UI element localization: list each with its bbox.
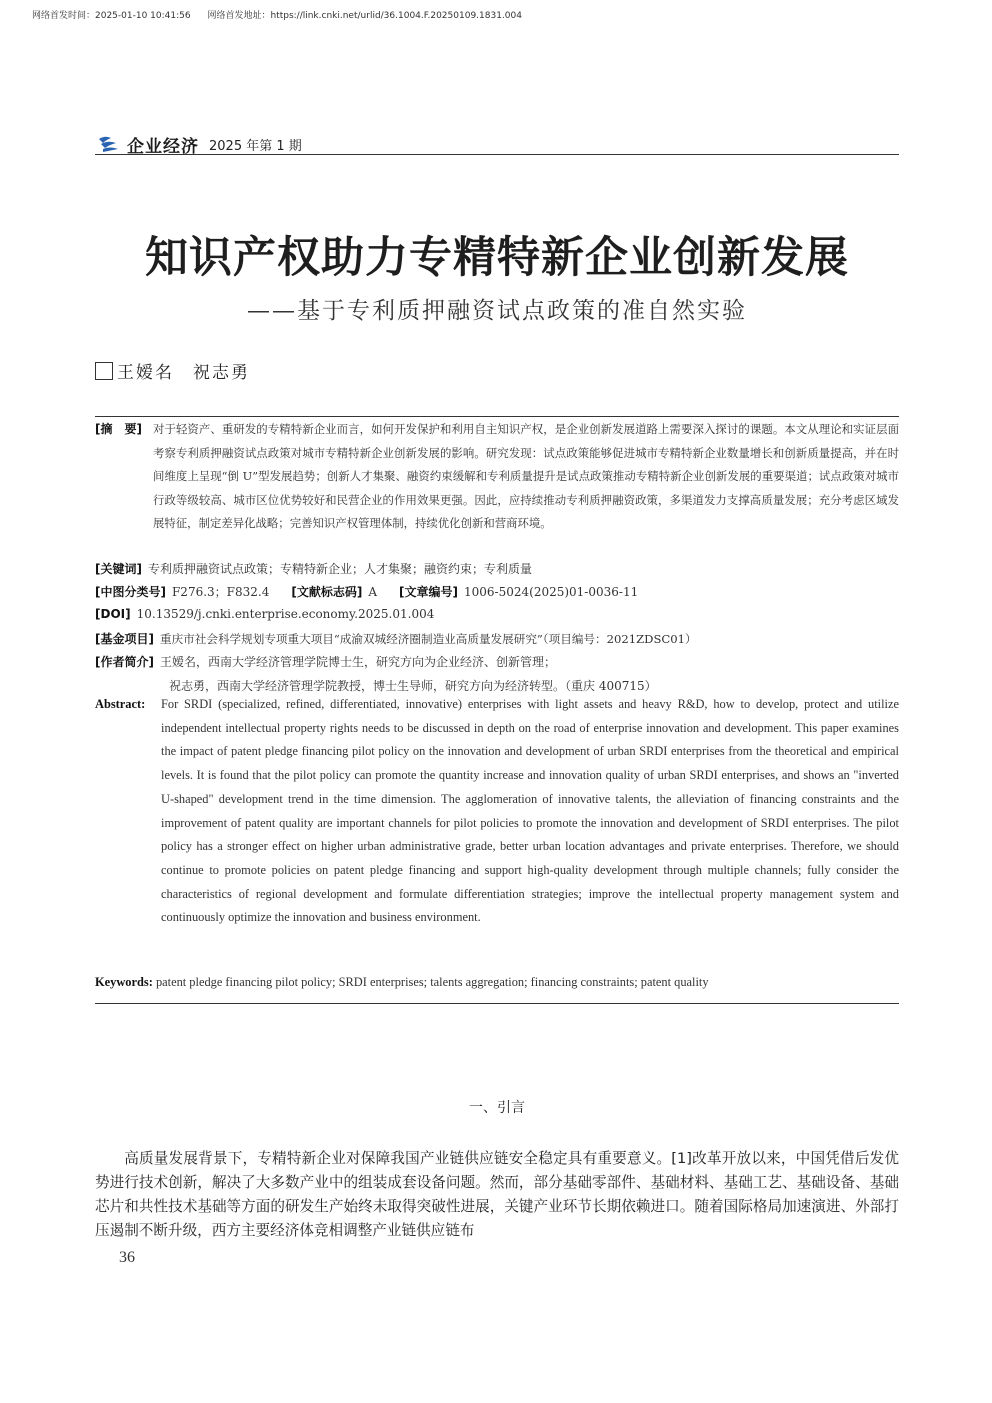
abstract-cn-label: [摘 要] <box>95 422 142 436</box>
page-number: 36 <box>119 1249 135 1266</box>
abstract-bottom-divider <box>95 1003 899 1004</box>
author-line <box>95 358 250 383</box>
abstract-en-text: For SRDI (specialized, refined, differentiated, innovative) enterprises with light assets and heavy R&D, how to develop, protect and utilize independent intellectual property rights needs to be discussed in depth on the road of enterprise innovation and development. This paper examines the impact of patent pledge financing pilot policy on the innovation and development of urban SRDI enterprises from the theoretical and empirical levels. It is found that the pilot policy can promote the quantity increase and innovation quality of urban SRDI enterprises, and shows an "inverted U-shaped" development trend in the time dimension. The agglomeration of innovative talents, the alleviation of financing constraints and the improvement of patent quality are important channels for pilot policies to promote the innovation and development of SRDI enterprises. The pilot policy has a stronger effect on higher urban administrative grade, better urban location advantages and private enterprises. Therefore, we should continue to promote policies on patent pledge financing and support high-quality development through multiple channels; fully consider the characteristics of regional development and formulate differentiation strategies; improve the intellectual property management system and continuously optimize the innovation and business environment. <box>161 697 899 925</box>
abstract-en <box>95 693 899 977</box>
journal-logo-icon <box>97 135 119 153</box>
journal-header <box>97 134 302 157</box>
keywords-cn-label: [关键词] <box>95 562 142 576</box>
author-intro-label: [作者简介] <box>95 655 154 669</box>
section-body: 高质量发展背景下，专精特新企业对保障我国产业链供应链安全稳定具有重要意义。[1]改革开放以来，中国凭借后发优势进行技术创新，解决了大多数产业中的组装成套设备问题。然而，部分基础零部件、基础材料、基础工艺、基础设备、基础芯片和共性技术基础等方面的研发生产始终未取得突破性进展，关键产业环节长期依赖进口。随着国际格局加速演进、外部打压遏制不断升级，西方主要经济体竞相调整产业链供应链布 <box>95 1150 899 1239</box>
doi-row <box>95 607 434 621</box>
publication-url[interactable]: 网络首发地址：https://link.cnki.net/urlid/36.1004.F.20250109.1831.004 <box>207 11 522 21</box>
doc-code-label: [文献标志码] <box>291 585 363 599</box>
article-title: 知识产权助力专精特新企业创新发展 <box>145 233 849 283</box>
publication-info <box>32 8 536 21</box>
abstract-top-divider <box>95 416 899 417</box>
clc-value: F276.3；F832.4 <box>171 585 270 599</box>
author-intro-row <box>95 653 556 670</box>
abstract-cn <box>95 418 899 559</box>
fund-label: [基金项目] <box>95 632 154 646</box>
doc-code-value: A <box>368 585 378 599</box>
abstract-cn-text: 对于轻资产、重研发的专精特新企业而言，如何开发保护和利用自主知识产权，是企业创新发展道路上需要深入探讨的课题。本文从理论和实证层面考察专利质押融资试点政策对城市专精特新企业创新发展的影响。研究发现：试点政策能够促进城市专精特新企业数量增长和创新质量提高，并在时间维度上呈现“倒 U”型发展趋势；创新人才集聚、融资约束缓解和专利质量提升是试点政策推动专精特新企业创新发展的重要渠道；试点政策对城市行政等级较高、城市区位优势较好和民营企业的作用效果更强。因此，应持续推动专利质押融资政策，多渠道发力支撑高质量发展；充分考虑区域发展特征，制定差异化战略；完善知识产权管理体制，持续优化创新和营商环境。 <box>153 422 899 530</box>
article-subtitle: ——基于专利质押融资试点政策的准自然实验 <box>247 298 747 324</box>
clc-label: [中图分类号] <box>95 585 166 599</box>
authors: 王嫒名 祝志勇 <box>117 363 250 383</box>
author-intro-2: 祝志勇，西南大学经济管理学院教授，博士生导师，研究方向为经济转型。（重庆 400715） <box>169 679 657 693</box>
header-divider <box>95 154 899 155</box>
author-intro-1: 王嫒名，西南大学经济管理学院博士生，研究方向为企业经济、创新管理； <box>159 655 556 669</box>
fund-value: 重庆市社会科学规划专项重大项目“成渝双城经济圈制造业高质量发展研究”（项目编号：2021ZDSC01） <box>159 632 697 646</box>
keywords-en: patent pledge financing pilot policy; SRDI enterprises; talents aggregation; financing constraints; patent quality <box>155 975 709 989</box>
keywords-en-row <box>95 975 709 990</box>
section-heading: 一、引言 <box>469 1100 525 1116</box>
keywords-cn: 专利质押融资试点政策；专精特新企业；人才集聚；融资约束；专利质量 <box>147 562 532 576</box>
article-no-value: 1006-5024(2025)01-0036-11 <box>464 585 639 599</box>
classification-row <box>95 583 638 600</box>
article-no-label: [文章编号] <box>399 585 458 599</box>
author-intro-row-2 <box>169 677 657 694</box>
abstract-en-label: Abstract: <box>95 697 146 711</box>
doi-label: [DOI] <box>95 607 131 621</box>
publication-time: 网络首发时间：2025-01-10 10:41:56 <box>32 11 191 21</box>
fund-row <box>95 630 697 647</box>
keywords-cn-row <box>95 560 532 577</box>
journal-issue: 2025 年第 1 期 <box>209 138 302 154</box>
journal-name: 企业经济 <box>127 136 199 157</box>
author-box-icon <box>95 362 113 380</box>
doi-value[interactable]: 10.13529/j.cnki.enterprise.economy.2025.01.004 <box>136 607 435 621</box>
keywords-en-label: Keywords: <box>95 975 153 989</box>
